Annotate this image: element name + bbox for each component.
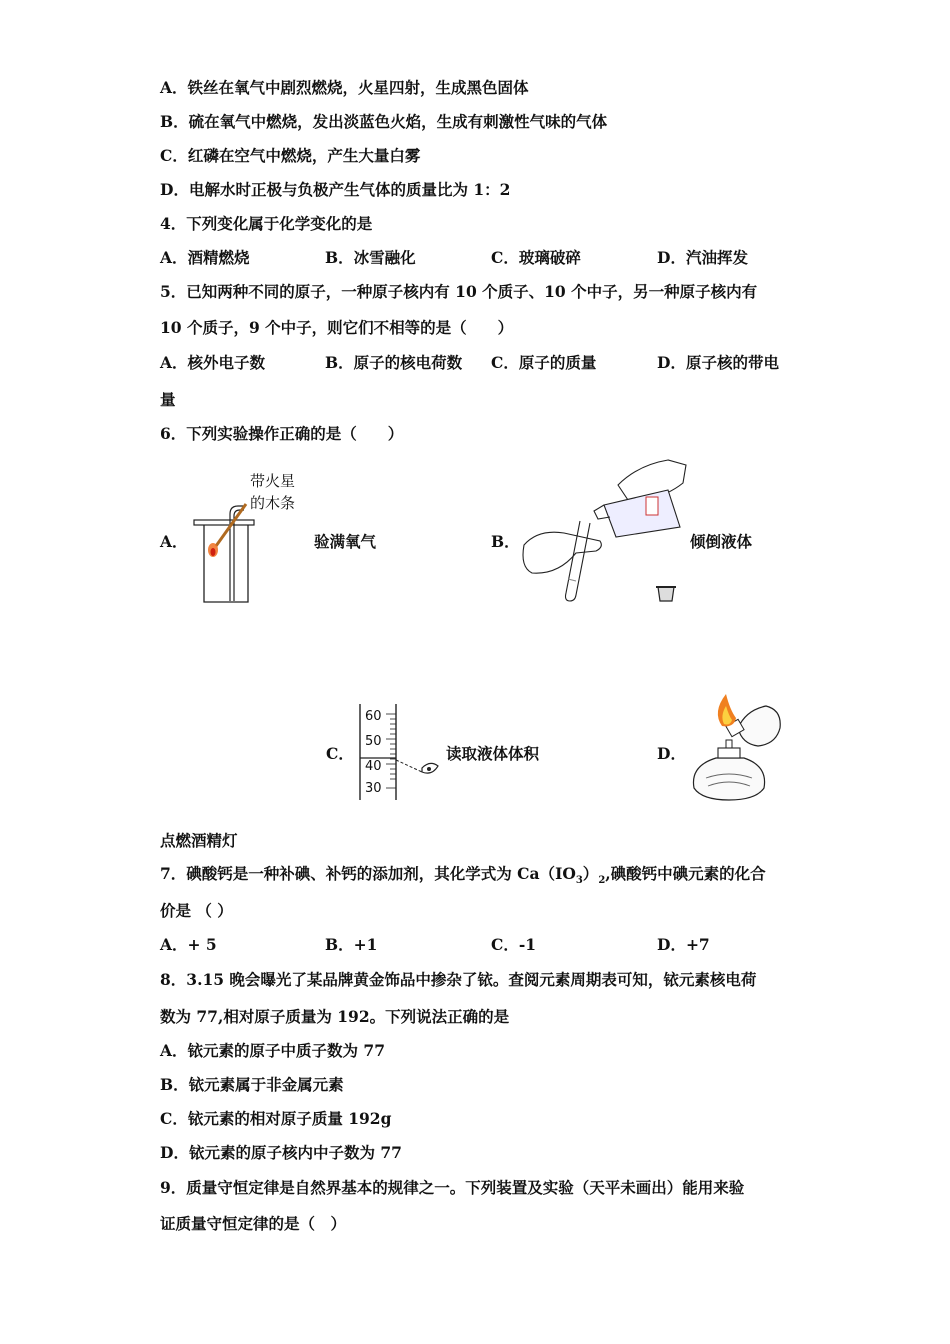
q7-stem-line2: 价是 （ ） xyxy=(160,901,233,920)
q8-option-b: B．铱元素属于非金属元素 xyxy=(160,1075,344,1094)
q3-option-b: B．硫在氧气中燃烧，发出淡蓝色火焰，生成有刺激性气味的气体 xyxy=(160,112,608,131)
q4-option-a: A．酒精燃烧 xyxy=(160,248,250,267)
cylinder-tick-30: 30 xyxy=(365,781,382,796)
q7-stem-line1 xyxy=(160,863,766,892)
q4-option-c: C．玻璃破碎 xyxy=(491,248,581,267)
q6-option-a-caption: 验满氧气 xyxy=(314,532,377,551)
cylinder-tick-50: 50 xyxy=(365,734,382,749)
q4-stem: 4．下列变化属于化学变化的是 xyxy=(160,214,373,233)
q5-stem-line1: 5．已知两种不同的原子，一种原子核内有 10 个质子、10 个中子，另一种原子核内有 xyxy=(160,282,758,301)
q7-stem-pre: 7．碘酸钙是一种补碘、补钙的添加剂，其化学式为 Ca（IO xyxy=(160,864,576,883)
cylinder-tick-60: 60 xyxy=(365,709,382,724)
q9-stem-line2: 证质量守恒定律的是（ ） xyxy=(160,1214,347,1233)
q4-option-b: B．冰雪融化 xyxy=(325,248,416,267)
cylinder-tick-40: 40 xyxy=(365,759,382,774)
q7-option-d: D．+7 xyxy=(657,935,710,954)
q8-option-a: A．铱元素的原子中质子数为 77 xyxy=(160,1041,385,1060)
q7-stem-post: ,碘酸钙中碘元素的化合 xyxy=(605,864,766,883)
q6-option-b-letter: B． xyxy=(491,532,520,551)
q3-option-c: C．红磷在空气中燃烧，产生大量白雾 xyxy=(160,146,421,165)
q5-option-d-wrap: 量 xyxy=(160,390,176,409)
q7-option-c: C．-1 xyxy=(491,935,537,954)
q6-option-d-caption: 点燃酒精灯 xyxy=(160,831,238,850)
q6-option-b-caption: 倾倒液体 xyxy=(690,532,753,551)
q6-option-c-letter: C． xyxy=(326,744,354,763)
q6-option-a-letter: A． xyxy=(160,532,188,551)
q4-option-d: D．汽油挥发 xyxy=(657,248,748,267)
splint-label-line1: 带火星 xyxy=(250,472,296,490)
q3-option-a: A．铁丝在氧气中剧烈燃烧，火星四射，生成黑色固体 xyxy=(160,78,529,97)
q5-option-b: B．原子的核电荷数 xyxy=(325,353,463,372)
alcohol-lamp-figure xyxy=(686,692,786,804)
q8-option-c: C．铱元素的相对原子质量 192g xyxy=(160,1109,392,1128)
q5-option-c: C．原子的质量 xyxy=(491,353,597,372)
q8-option-d: D．铱元素的原子核内中子数为 77 xyxy=(160,1143,402,1162)
q8-stem-line1: 8．3.15 晚会曝光了某品牌黄金饰品中掺杂了铱。查阅元素周期表可知，铱元素核电荷 xyxy=(160,970,757,989)
q9-stem-line1: 9．质量守恒定律是自然界基本的规律之一。下列装置及实验（天平未画出）能用来验 xyxy=(160,1178,745,1197)
splint-label-line2: 的木条 xyxy=(250,494,296,512)
q7-option-a: A．+ 5 xyxy=(160,935,217,954)
q7-stem-mid: ） xyxy=(582,864,599,883)
q6-stem: 6．下列实验操作正确的是（ ） xyxy=(160,424,404,443)
q3-option-d: D．电解水时正极与负极产生气体的质量比为 1：2 xyxy=(160,180,511,199)
q6-option-c-caption: 读取液体体积 xyxy=(446,744,540,763)
q5-option-d: D．原子核的带电 xyxy=(657,353,779,372)
pouring-liquid-figure xyxy=(518,455,690,605)
q6-option-d-letter: D． xyxy=(657,744,686,763)
q7-subscript-3: 3 xyxy=(575,875,583,887)
q8-stem-line2: 数为 77,相对原子质量为 192。下列说法正确的是 xyxy=(160,1007,510,1026)
q7-subscript-2: 2 xyxy=(598,875,606,887)
q5-stem-line2: 10 个质子，9 个中子，则它们不相等的是（ ） xyxy=(160,318,514,337)
q5-option-a: A．核外电子数 xyxy=(160,353,266,372)
q7-option-b: B．+1 xyxy=(325,935,378,954)
